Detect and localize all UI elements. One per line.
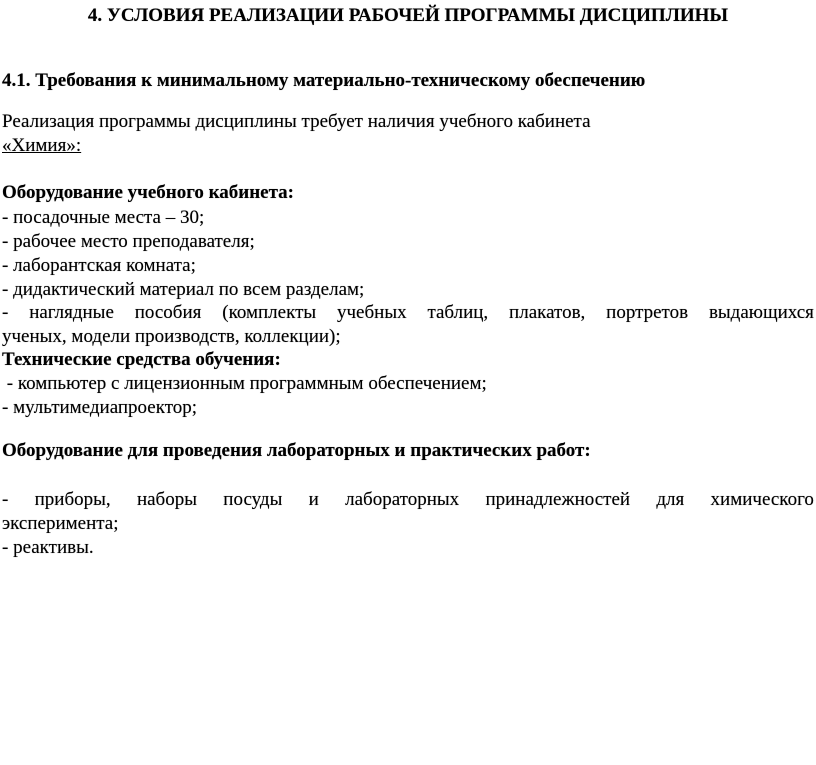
word: учебных bbox=[337, 302, 407, 323]
section-heading: 4.1. Требования к минимальному материально-техническому обеспечению bbox=[2, 70, 646, 91]
visual-aids-line bbox=[2, 301, 814, 325]
cabinet-name: «Химия»: bbox=[2, 135, 82, 156]
word: плакатов, bbox=[509, 302, 586, 323]
word: выдающихся bbox=[708, 302, 814, 323]
word: портретов bbox=[606, 302, 689, 323]
list-item: - посадочные места – 30; bbox=[2, 207, 205, 228]
visual-aids-continuation: ученых, модели производств, коллекции); bbox=[2, 326, 341, 347]
intro-text-line-1: Реализация программы дисциплины требует наличия учебного кабинета bbox=[2, 111, 591, 132]
equipment-heading: Оборудование учебного кабинета: bbox=[2, 182, 295, 203]
list-item: - рабочее место преподавателя; bbox=[2, 231, 255, 252]
word: приборы, bbox=[34, 489, 111, 510]
list-item: - лаборантская комната; bbox=[2, 255, 196, 276]
word: таблиц, bbox=[427, 302, 489, 323]
word: посуды bbox=[223, 489, 283, 510]
technical-heading: Технические средства обучения: bbox=[2, 349, 281, 370]
list-item: - дидактический материал по всем разделам; bbox=[2, 279, 365, 300]
list-item: - реактивы. bbox=[2, 537, 94, 558]
list-item: - компьютер с лицензионным программным обеспечением; bbox=[2, 373, 487, 394]
word: для bbox=[656, 489, 685, 510]
word: пособия bbox=[134, 302, 202, 323]
word: наборы bbox=[136, 489, 197, 510]
lab-item-line bbox=[2, 488, 814, 512]
word: лабораторных bbox=[345, 489, 460, 510]
word: химического bbox=[710, 489, 814, 510]
intro-text-line-2 bbox=[2, 134, 814, 158]
word: - bbox=[2, 302, 9, 323]
word: - bbox=[2, 489, 9, 510]
list-item: - мультимедиапроектор; bbox=[2, 397, 198, 418]
word: и bbox=[308, 489, 319, 510]
page-title: 4. УСЛОВИЯ РЕАЛИЗАЦИИ РАБОЧЕЙ ПРОГРАММЫ ДИСЦИПЛИНЫ bbox=[87, 5, 729, 26]
lab-item-continuation: эксперимента; bbox=[2, 513, 119, 534]
word: принадлежностей bbox=[485, 489, 631, 510]
word: наглядные bbox=[29, 302, 114, 323]
word: (комплекты bbox=[222, 302, 317, 323]
lab-heading: Оборудование для проведения лабораторных и практических работ: bbox=[2, 440, 591, 461]
